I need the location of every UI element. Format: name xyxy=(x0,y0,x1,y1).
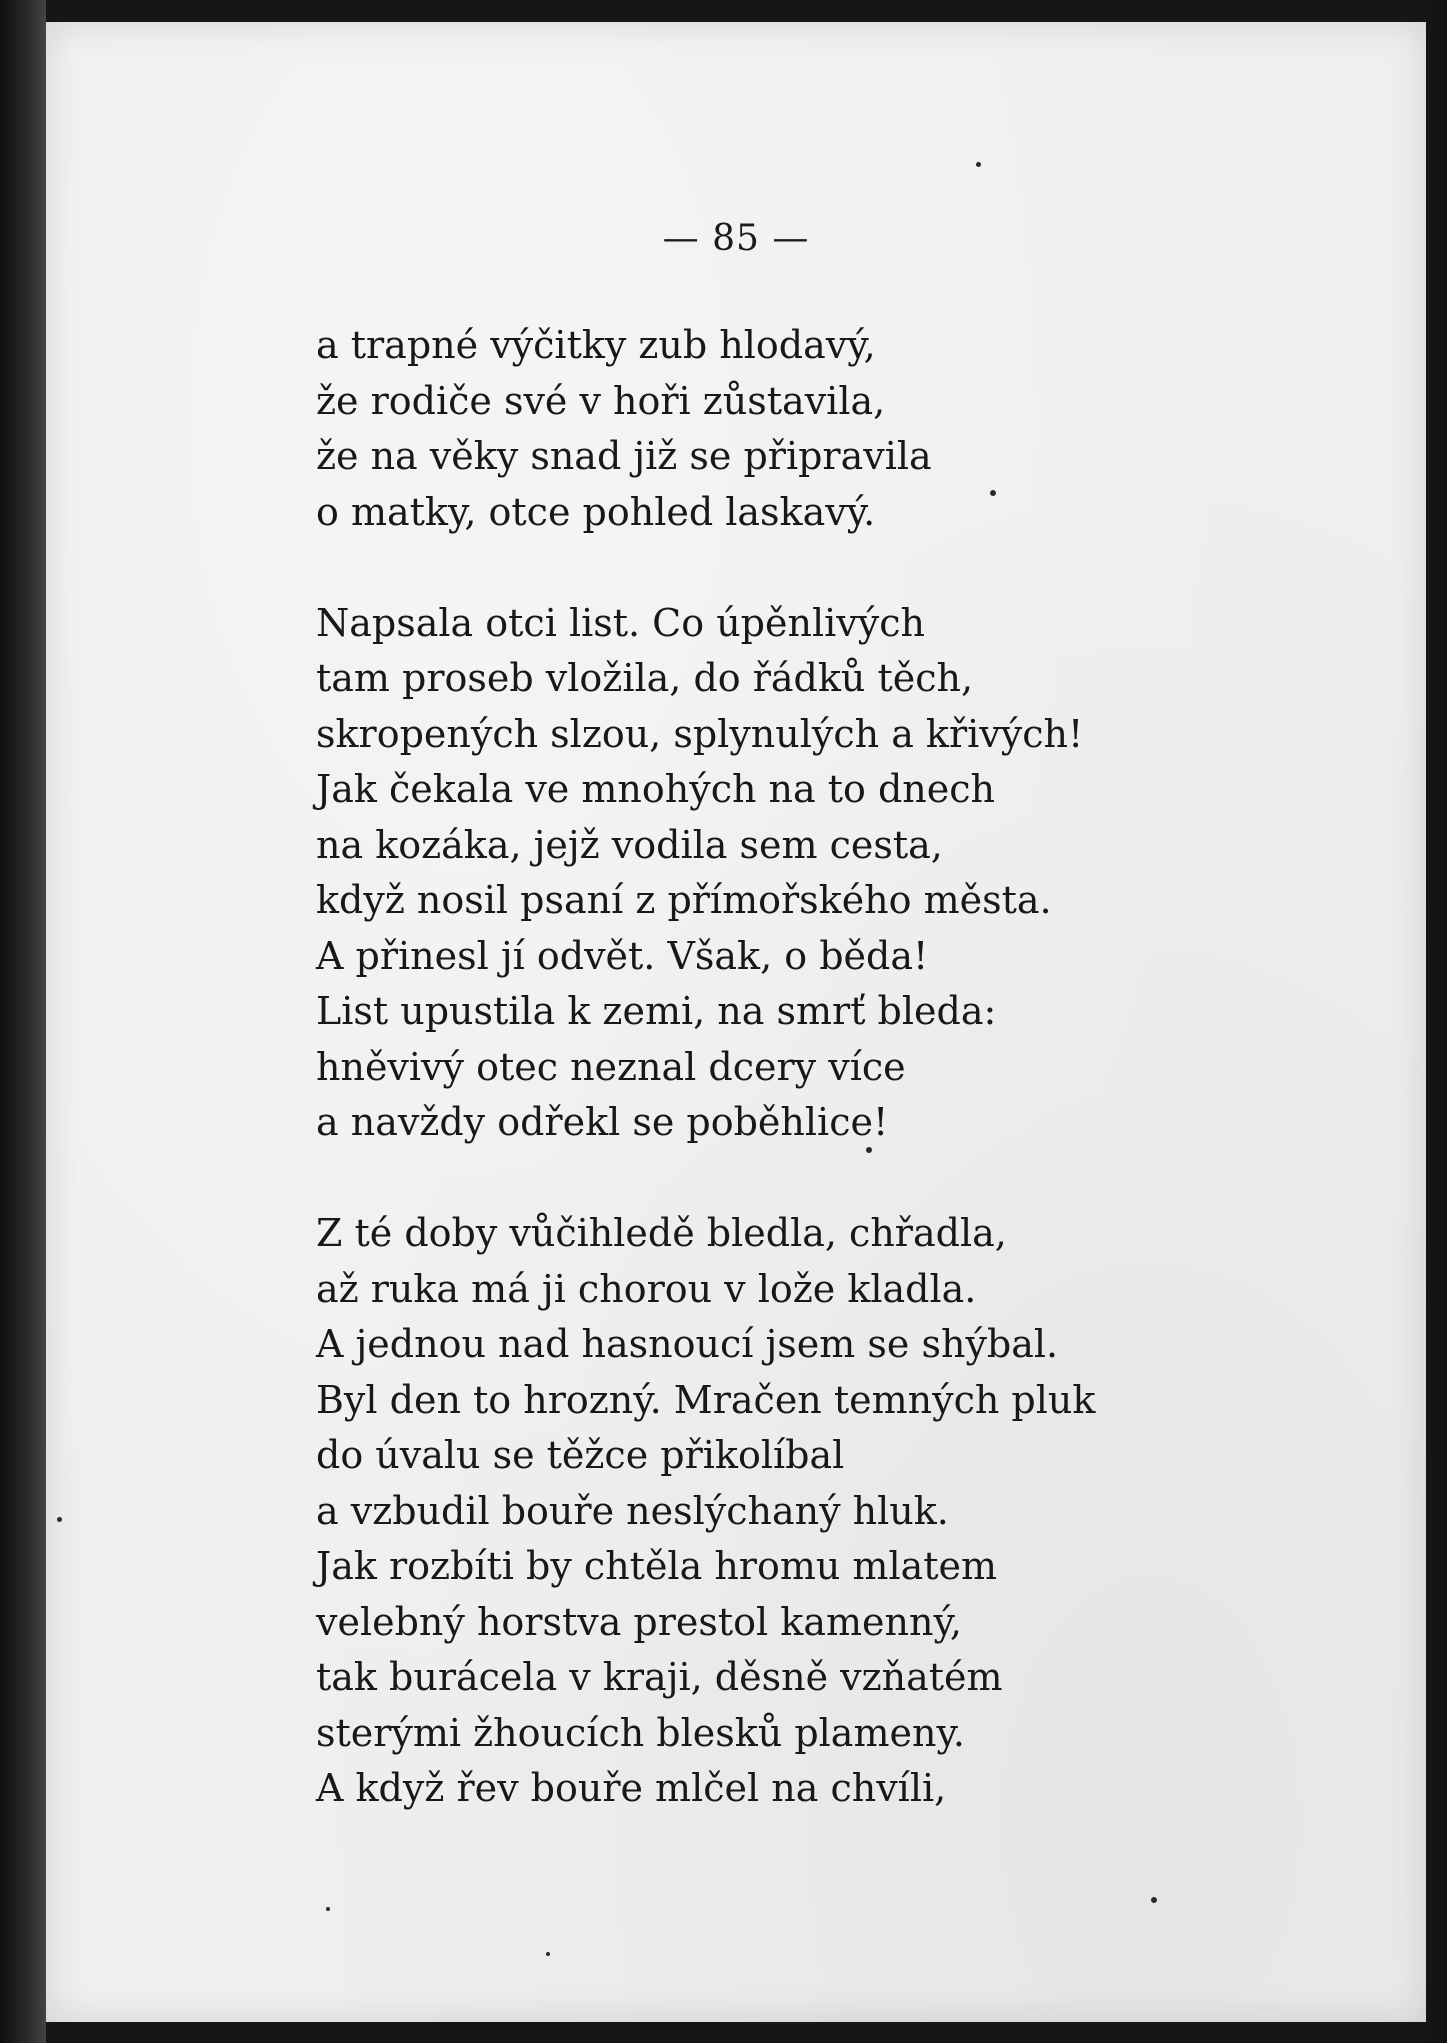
dust-speck xyxy=(546,1952,550,1956)
dust-speck xyxy=(866,1147,872,1153)
dust-speck xyxy=(1151,1897,1157,1903)
verse-line: A přinesl jí odvět. Však, o běda! xyxy=(316,933,929,978)
verse-line: A když řev bouře mlčel na chvíli, xyxy=(316,1766,947,1810)
stanza xyxy=(316,596,1095,1151)
verse-line: tam proseb vložila, do řádků těch, xyxy=(316,656,974,700)
dust-speck xyxy=(57,1517,62,1522)
verse-line: Jak čekala ve mnohých na to dnech xyxy=(316,767,996,811)
verse-line: Byl den to hrozný. Mračen temných pluk xyxy=(316,1377,1096,1422)
stanza xyxy=(316,318,1095,540)
poem-text xyxy=(316,318,1095,1817)
verse-line: Napsala otci list. Co úpěnlivých xyxy=(316,600,925,645)
verse-line: hněvivý otec neznal dcery více xyxy=(316,1044,906,1089)
verse-line: a vzbudil bouře neslýchaný hluk. xyxy=(316,1488,949,1533)
book-binding-edge xyxy=(0,0,46,2043)
verse-line: když nosil psaní z přímořského města. xyxy=(316,878,1052,922)
verse-line: až ruka má ji chorou v lože kladla. xyxy=(316,1266,977,1311)
verse-line: do úvalu se těžce přikolíbal xyxy=(316,1433,845,1477)
verse-line: že na věky snad již se připravila xyxy=(316,434,932,478)
verse-line: Z té doby vůčihledě bledla, chřadla, xyxy=(316,1211,1007,1255)
verse-line: a trapné výčitky zub hlodavý, xyxy=(316,323,876,367)
verse-line: o matky, otce pohled laskavý. xyxy=(316,489,876,534)
verse-line: Jak rozbíti by chtěla hromu mlatem xyxy=(316,1544,998,1588)
verse-line: List upustila k zemi, na smrť bleda: xyxy=(316,989,997,1033)
stanza-break xyxy=(316,1151,1095,1207)
verse-line: že rodiče své v hoři zůstavila, xyxy=(316,378,886,423)
verse-line: skropených slzou, splynulých a křivých! xyxy=(316,711,1084,756)
verse-line: na kozáka, jejž vodila sem cesta, xyxy=(316,822,943,867)
verse-line: velebný horstva prestol kamenný, xyxy=(316,1599,962,1644)
dust-speck xyxy=(326,1907,330,1911)
verse-line: tak burácela v kraji, děsně vzňatém xyxy=(316,1655,1003,1699)
scan-border xyxy=(1426,0,1447,2043)
page-number: — 85 — xyxy=(662,218,810,259)
dust-speck xyxy=(976,162,981,167)
dust-speck xyxy=(990,490,996,496)
verse-line: sterými žhoucích blesků plameny. xyxy=(316,1710,965,1755)
stanza-break xyxy=(316,540,1095,596)
verse-line: A jednou nad hasnoucí jsem se shýbal. xyxy=(316,1322,1059,1366)
verse-line: a navždy odřekl se poběhlice! xyxy=(316,1100,889,1144)
book-page xyxy=(46,22,1426,2022)
stanza xyxy=(316,1206,1095,1817)
